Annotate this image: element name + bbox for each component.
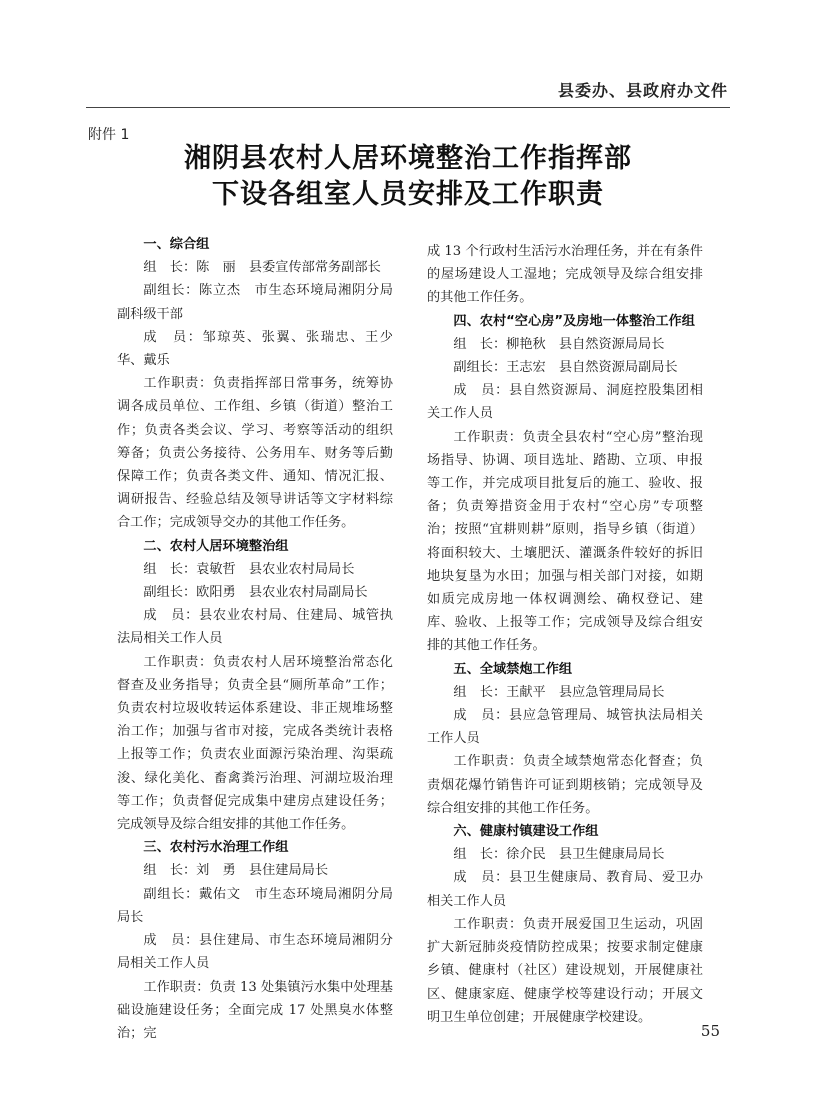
paragraph: 组 长：袁敏哲 县农业农村局局长 [143, 561, 355, 577]
section-heading: 五、全域禁炮工作组 [453, 661, 573, 677]
header-divider [86, 107, 730, 108]
paragraph: 工作职责：负责全县农村“空心房”整治现场指导、协调、项目选址、踏勘、立项、申报等工作，并完成项目批复后的施工、验收、报备；负责筹措资金用于农村“空心房”专项整治；按照“宜耕则耕”原则，指导乡镇（街道）将面积较大、土壤肥沃、灌溉条件较好的拆旧地块复垦为水田；加强与相关部门对接，如期如质完成房地一体权调测绘、确权登记、建库、验收、上报等工作；完成领导及综合组安排的其他工作任务。 [427, 429, 703, 654]
paragraph: 组 长：王献平 县应急管理局局长 [453, 684, 665, 700]
section-heading: 六、健康村镇建设工作组 [453, 824, 599, 840]
paragraph: 成 员：县应急管理局、城管执法局相关工作人员 [427, 708, 703, 747]
paragraph: 成 员：县住建局、市生态环境局湘阴分局相关工作人员 [117, 933, 393, 972]
section-heading: 三、农村污水治理工作组 [143, 840, 289, 856]
paragraph: 成 员：县农业农村局、住建局、城管执法局相关工作人员 [117, 608, 393, 647]
paragraph: 工作职责：负责全域禁炮常态化督查；负责烟花爆竹销售许可证到期核销；完成领导及综合组安排的其他工作任务。 [427, 754, 703, 816]
document-title-line-2: 下设各组室人员安排及工作职责 [212, 179, 604, 210]
paragraph: 工作职责：负责农村人居环境整治常态化督查及业务指导；负责全县“厕所革命”工作；负责农村垃圾收转运体系建设、非正规堆场整治工作；加强与省市对接，完成各类统计表格上报等工作；负责农业面源污染治理、沟渠疏浚、绿化美化、畜禽粪污治理、河湖垃圾治理等工作；负责督促完成集中建房点建设任务；完成领导及综合组安排的其他工作任务。 [117, 654, 393, 833]
paragraph: 组 长：刘 勇 县住建局局长 [143, 863, 329, 879]
paragraph: 副组长：王志宏 县自然资源局副局长 [453, 360, 678, 376]
paragraph: 成 员：邹琼英、张翼、张瑞忠、王少华、戴乐 [117, 329, 393, 369]
paragraph: 工作职责：负责指挥部日常事务，统筹协调各成员单位、工作组、乡镇（街道）整治工作；负责各类会议、学习、考察等活动的组织筹备；负责公务接待、公务用车、财务等后勤保障工作；负责各类文件、通知、情况汇报、调研报告、经验总结及领导讲话等文字材料综合工作；完成领导交办的其他工作任务。 [117, 376, 393, 531]
paragraph: 副组长：欧阳勇 县农业农村局副局长 [143, 585, 368, 601]
section-heading: 二、农村人居环境整治组 [143, 538, 289, 554]
paragraph: 组 长：柳艳秋 县自然资源局局长 [453, 336, 665, 352]
right-text-column [427, 240, 703, 1029]
attachment-label: 附件 1 [88, 127, 130, 143]
left-text-column [117, 233, 393, 1045]
paragraph: 成 员：县卫生健康局、教育局、爱卫办相关工作人员 [427, 870, 703, 909]
paragraph: 副组长：陈立杰 市生态环境局湘阴分局副科级干部 [117, 283, 393, 322]
section-heading: 一、综合组 [143, 237, 210, 252]
paragraph: 副组长：戴佑文 市生态环境局湘阴分局局长 [117, 886, 393, 925]
paragraph: 组 长：陈 丽 县委宣传部常务副部长 [143, 260, 381, 276]
paragraph: 成 员：县自然资源局、洞庭控股集团相关工作人员 [427, 383, 703, 422]
document-title-line-1: 湘阴县农村人居环境整治工作指挥部 [184, 143, 632, 174]
paragraph-continuation: 成 13 个行政村生活污水治理任务，并在有条件的屋场建设人工湿地；完成领导及综合组安排的其他工作任务。 [427, 244, 703, 306]
page-number: 55 [700, 1022, 720, 1040]
paragraph: 组 长：徐介民 县卫生健康局局长 [453, 847, 665, 863]
paragraph: 工作职责：负责开展爱国卫生运动，巩固扩大新冠肺炎疫情防控成果；按要求制定健康乡镇、健康村（社区）建设规划，开展健康社区、健康家庭、健康学校等建设行动；开展文明卫生单位创建；开展健康学校建设。 [427, 916, 703, 1025]
section-heading: 四、农村“空心房”及房地一体整治工作组 [453, 313, 695, 329]
header-title: 县委办、县政府办文件 [557, 81, 728, 100]
paragraph: 工作职责：负责 13 处集镇污水集中处理基础设施建设任务；全面完成 17 处黑臭水体整治；完 [117, 979, 393, 1041]
